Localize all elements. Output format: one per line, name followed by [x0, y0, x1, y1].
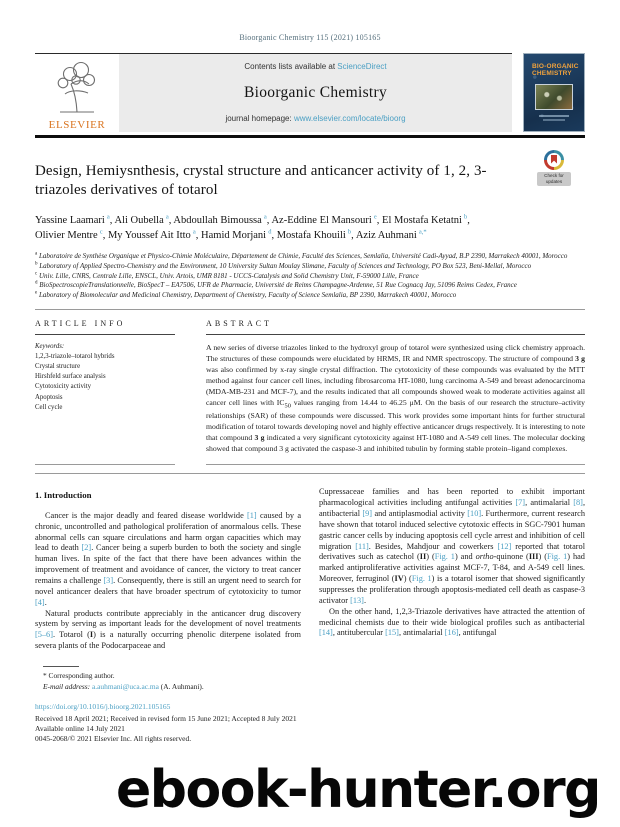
email-line	[43, 682, 585, 693]
received-dates: Received 18 April 2021; Received in revised form 15 June 2021; Accepted 8 July 2021	[35, 714, 297, 724]
elsevier-logo[interactable]	[35, 54, 119, 132]
homepage-line	[225, 114, 405, 123]
footer-block	[35, 702, 585, 743]
citation-link[interactable]: [12]	[497, 541, 512, 551]
keyword: 1,2,3-triazole–totarol hybrids	[35, 352, 115, 360]
citation-link[interactable]: [7]	[515, 498, 526, 508]
citation-link[interactable]: [2]	[81, 543, 92, 553]
banner-main	[35, 53, 512, 132]
journal-header-box	[119, 54, 512, 132]
citation-link[interactable]: Fig. 1	[411, 574, 432, 584]
keyword: Crystal structure	[35, 362, 81, 370]
journal-cover[interactable]	[523, 53, 585, 132]
journal-homepage-link[interactable]: www.elsevier.com/locate/bioorg	[293, 114, 406, 123]
doi-link[interactable]: https://doi.org/10.1016/j.bioorg.2021.105165	[35, 702, 171, 712]
paragraph: Natural products contribute appreciably in the anticancer drug discovery system by serving as important leads for the development of novel treatments [5–6]. Totarol (I) is a naturally occurring phenolic diterpene isolated from severa plants of the Podocarpaceae and	[35, 608, 301, 651]
affiliation: $^e$ Laboratory of Biomolecular and Medicinal Chemistry, Department of Chemistry, Faculty of Science Semlalia, BP 2390, Marrakech 40001, Morocco	[35, 290, 457, 299]
affiliations	[35, 252, 585, 300]
article-title: Design, Hemiysnthesis, crystal structure and anticancer activity of 1, 2, 3-triazoles derivatives of totarol	[35, 162, 487, 198]
affiliation: $^c$ Univ. Lille, CNRS, Centrale Lille, ENSCL, Univ. Artois, UMR 8181 - UCCS-Catalysis and Solid Chemistry Unit, F-59000 Lille, France	[35, 271, 419, 280]
citation-link[interactable]: [15]	[385, 628, 399, 638]
email-suffix: (A. Auhmani).	[158, 681, 204, 691]
author: Az-Eddine El Mansouri $^e$,	[271, 213, 383, 226]
affiliation: $^d$ BioSpectroscopieTranslationnelle, BioSpecT – EA7506, UFR de Pharmacie, Université de Reims Champagne-Ardenne, 51 Rue Cognacq Jay, 51096 Reims Cedex, France	[35, 280, 517, 290]
journal-cover-image	[523, 53, 585, 132]
authors-line	[35, 213, 495, 243]
keyword: Cytotoxicity activity	[35, 383, 92, 391]
article-info-heading: ARTICLE INFO	[35, 318, 126, 328]
citation-link[interactable]: [11]	[355, 541, 369, 551]
heading-rule	[206, 334, 585, 335]
citation-link[interactable]: [13]	[350, 595, 364, 605]
abstract-column	[206, 319, 585, 466]
badge-text-line1: Check for	[544, 173, 564, 178]
cover-text-bar	[539, 115, 569, 117]
author: Ali Oubella $^a$,	[114, 213, 174, 226]
citation-link[interactable]: [16]	[444, 628, 459, 638]
paragraph: Cancer is the major deadly and feared disease worldwide [1] caused by a chronic, uncontrolled and pathological proliferation of anormalous cells. These abnormal cells can square circulations and harm organ capacities which may lead to death [2]. Cancer being a superb burden to both the society and single human lives. In spite of the fact that there have been advances within the improvement of treatment and avoidance of cancer, the victory to treat cancer remains a challenge [3]. Consequently, there is still an urgent need to search for novel anticancer dealers that have broader spectrum of cytotoxicity to tumor [4].	[35, 510, 301, 607]
journal-reference: Bioorganic Chemistry 115 (2021) 105165	[239, 33, 381, 42]
body-column-left	[35, 487, 301, 652]
abstract-text: A new series of diverse triazoles linked to the hydroxyl group of totarol were synthesized using click chemistry approach. The structures of these compounds were elucidated by HRMS, IR and NMR spectroscopy. The structure of compound 3 g was also confirmed by x-ray single crystal diffraction. The cytotoxicity of these compounds was evaluated by the MTT method against four cancer cell lines, including fibrosarcoma HT-1080, lung carcinoma A-549 and breast adenocarcinoma (MDA-MB-231 and MCF-7), and the results indicated that all compounds showed weak to moderate activities against all cancer cell lines with $IC_{50}$ values ranging from 14.44 to 46.25 μM. On the basis of our research the structure–activity relationships (SAR) of these compounds were discussed. This work provides some important hints for further structural modification of totarol towards developing novel and highly effective anticancer drugs respectively. It is interesting to note that compound 3 g indicated a very significant cytotoxicity against HT-1080 and A-549 cell lines. The molecular docking showed that compound 3 g activated the caspase-3 and inhibited tubulin by forming stable protein–ligand complexes.	[206, 342, 586, 454]
contents-line	[244, 62, 386, 71]
introduction-heading: 1. Introduction	[35, 490, 92, 501]
article-info-column	[35, 319, 175, 466]
author: Abdoullah Bimoussa $^a$,	[173, 213, 272, 226]
author: Yassine Laamari $^a$,	[35, 213, 115, 226]
citation-link[interactable]: [5–6]	[35, 630, 53, 640]
citation-link[interactable]: [1]	[247, 510, 257, 520]
contents-prefix: Contents lists available at	[244, 62, 338, 71]
corresponding-author-footnote	[43, 666, 585, 692]
section-divider	[35, 309, 585, 310]
cover-title	[524, 57, 584, 77]
citation-link[interactable]: [14]	[319, 628, 333, 638]
author: El Mostafa Ketatni $^b$,	[382, 213, 470, 226]
cover-title-line2: CHEMISTRY	[532, 70, 572, 78]
keywords-label: Keywords:	[35, 342, 65, 350]
elsevier-wordmark: ELSEVIER	[48, 119, 106, 131]
heading-rule	[35, 334, 175, 335]
email-label: E-mail address:	[43, 681, 91, 691]
author: Olivier Mentre $^c$,	[35, 228, 108, 242]
abstract-heading: ABSTRACT	[206, 318, 273, 328]
available-online: Available online 14 July 2021	[35, 723, 125, 733]
author: Hamid Morjani $^d$,	[201, 228, 277, 242]
elsevier-tree-icon	[50, 60, 104, 121]
citation-link[interactable]: Fig. 1	[434, 552, 455, 562]
citation-link[interactable]: [4]	[35, 597, 45, 607]
corresponding-author-line: * Corresponding author.	[43, 670, 115, 680]
citation-link[interactable]: Fig. 1	[547, 552, 568, 562]
author: Aziz Auhmani $^{a,*}$	[355, 228, 427, 242]
section-divider	[35, 473, 585, 474]
citation-link[interactable]: [10]	[467, 509, 482, 519]
cover-text-bar	[543, 119, 565, 121]
check-for-updates-label	[537, 172, 571, 186]
cover-title-line1: BIO-ORGANIC	[532, 63, 579, 70]
crossmark-icon	[544, 150, 564, 170]
ebook-hunter-watermark: ebook-hunter.org	[116, 760, 600, 820]
citation-link[interactable]: [3]	[103, 575, 114, 585]
paragraph: Cupressaceae families and has been reported to exhibit important pharmacological activities including antifungal activities [7], antimalarial [8], antibacterial [9] and antiplasmodial activity [10]. Furthermore, current research have shown that totarol induced selective cytotoxic effects in SGC-7901 human gastric cancer cells by inducing apoptosis cell cycle arrest and inhibition of cell migration [11]. Besides, Mahdjour and cowerkers [12] reported that totarol derivatives such as catechol (II) (Fig. 1) and ortho-quinone (III) (Fig. 1) had marked antiproliferative activities against MCF-7, T-84, and A-549 cell lines. Moreover, ferruginol (IV) (Fig. 1) is a totarol isomer that showed significantly suppresses the proliferation through apoptosis-mediated cell death as caspase-3 activator [13].	[319, 487, 586, 605]
check-for-updates-badge[interactable]	[537, 150, 571, 186]
citation-link[interactable]: [9]	[362, 509, 373, 519]
keywords-list	[35, 352, 175, 413]
keyword: Apoptosis	[35, 393, 63, 401]
badge-text-line2: updates	[545, 178, 563, 184]
bookmark-icon	[551, 155, 557, 164]
journal-title: Bioorganic Chemistry	[243, 83, 388, 101]
email-link[interactable]: a.auhmani@uca.ac.ma	[92, 681, 159, 691]
journal-banner	[35, 53, 585, 132]
issn-copyright: 0045-2068/© 2021 Elsevier Inc. All rights reserved.	[35, 733, 192, 743]
body-column-right	[319, 487, 585, 652]
affiliation: $^b$ Laboratory of Applied Spectro-Chemistry and the Environment, 10 University Sultan Moulay Slimane, Faculty of Sciences and Technology, PO Box 523, Beni-Mellal, Morocco	[35, 261, 532, 270]
homepage-prefix: journal homepage:	[225, 114, 294, 123]
citation-link[interactable]: [8]	[573, 498, 583, 508]
paragraph: On the other hand, 1,2,3-Triazole derivatives have attracted the attention of medicinal chemists due to their wide biological profiles such as antibacterial [14], antitubercular [15], antimalarial [16], antifungal	[319, 606, 585, 638]
footnote-rule	[43, 666, 79, 667]
keyword: Cell cycle	[35, 403, 63, 411]
header-rule	[35, 135, 585, 138]
keyword: Hirshfeld surface analysis	[35, 373, 106, 381]
sciencedirect-link[interactable]: ScienceDirect	[337, 62, 387, 71]
author: Mostafa Khouili $^b$,	[276, 228, 356, 242]
affiliation: $^a$ Laboratoire de Synthèse Organique et Physico-Chimie Moléculaire, Département de Chimie, Faculté des Sciences, Semlalia, Université Cadi-Ayyad, B.P 2390, Marrakech 40001, Morocco	[35, 251, 568, 261]
cover-photo	[535, 84, 573, 110]
author: My Youssef Ait Itto $^a$,	[107, 228, 202, 242]
